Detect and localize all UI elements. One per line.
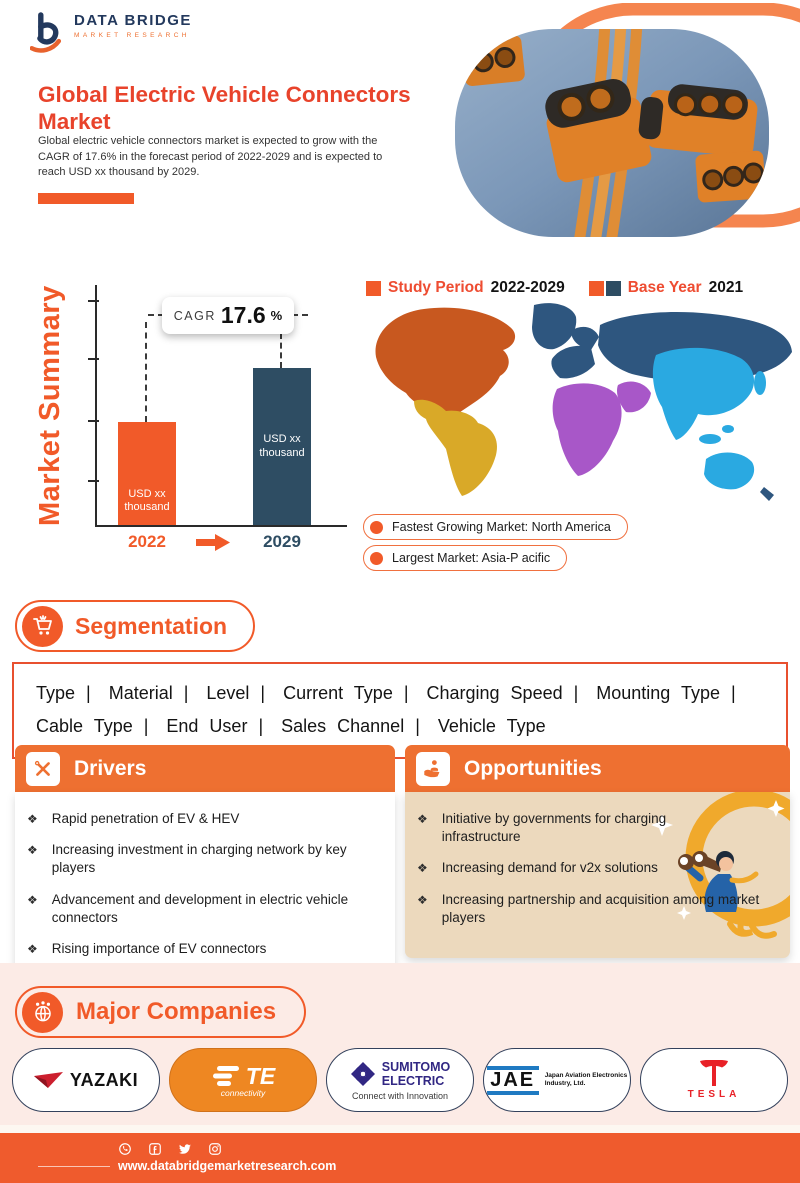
y-axis-tick (88, 420, 99, 422)
study-period-label: Study Period (388, 279, 484, 296)
driver-item (27, 841, 381, 877)
map-region-asia (653, 348, 754, 440)
bullet-icon: ❖ (417, 892, 428, 907)
map-region-new-zealand (760, 487, 774, 501)
major-companies-header (15, 986, 306, 1038)
bullet-icon: ❖ (27, 892, 38, 907)
opportunities-card (405, 745, 790, 958)
logo-brand-text: DATA BRIDGE (74, 12, 192, 29)
segmentation-items: Type | Material | Level | Current Type | Charging Speed | Mounting Type | Cable Type | End User | Sales Channel | Vehicle Type (12, 662, 788, 759)
opportunity-item-text: Increasing demand for v2x solutions (441, 860, 658, 876)
driver-item (27, 940, 381, 958)
instagram-icon[interactable] (208, 1142, 222, 1156)
te-name: TE (245, 1062, 276, 1089)
y-axis-tick (88, 358, 99, 360)
footer-website-url[interactable]: www.databridgemarketresearch.com (118, 1159, 337, 1173)
company-logo-yazaki[interactable] (12, 1048, 160, 1112)
map-region-south-america (414, 400, 497, 496)
map-region-north-america (375, 308, 515, 419)
driver-item-text: Rapid penetration of EV & HEV (51, 811, 240, 826)
company-logo-jae[interactable] (483, 1048, 631, 1112)
jae-subtitle-line2: Industry, Ltd. (544, 1080, 586, 1087)
sumitomo-name-line2: ELECTRIC (381, 1073, 445, 1088)
study-period-value: 2022-2029 (490, 279, 565, 296)
base-year-swatch-orange (589, 281, 604, 296)
drivers-list (15, 792, 395, 974)
cart-icon (22, 606, 63, 647)
opportunity-item (417, 859, 776, 877)
opportunities-header (405, 745, 790, 792)
badge-dot-icon (370, 521, 383, 534)
tools-icon (26, 752, 60, 786)
segmentation-header (15, 600, 255, 652)
driver-item (27, 810, 381, 828)
map-region-japan (754, 371, 766, 395)
bullet-icon: ❖ (27, 843, 38, 858)
section-divider (0, 1125, 800, 1133)
chart-legend (366, 279, 743, 297)
whatsapp-icon[interactable] (118, 1142, 132, 1156)
globe-people-icon (22, 992, 63, 1033)
driver-item-text: Rising importance of EV connectors (51, 941, 267, 957)
x-label-2022: 2022 (128, 532, 166, 551)
driver-item-text: Increasing investment in charging network by key players (51, 842, 347, 876)
chart-x-axis (95, 525, 347, 527)
jae-name: JAE (490, 1068, 536, 1091)
footer-divider-line (38, 1166, 110, 1167)
fastest-growing-market-text: Fastest Growing Market: North America (392, 520, 611, 534)
company-logo-sumitomo-electric[interactable] (326, 1048, 474, 1112)
social-links (118, 1142, 222, 1156)
map-region-greenland (532, 303, 576, 349)
opportunities-list (405, 792, 790, 958)
page-description: Global electric vehicle connectors market is expected to grow with the CAGR of 17.6% in the forecast period of 2022-2029 and is expected to reach USD xx thousand by 2029. (38, 135, 383, 179)
cagr-value: 17.6 (220, 302, 266, 328)
map-region-philippines (722, 425, 734, 433)
drivers-title: Drivers (74, 756, 147, 780)
y-axis-tick (88, 480, 99, 482)
bullet-icon: ❖ (417, 861, 428, 876)
world-map (362, 297, 798, 511)
sumitomo-diamond-icon (350, 1061, 376, 1087)
chart-y-axis (95, 285, 97, 527)
base-year-label: Base Year (627, 279, 702, 296)
company-logos-row (12, 1048, 788, 1112)
bar-2029: USD xx thousand (253, 368, 311, 525)
te-tagline: connectivity (220, 1087, 266, 1098)
tesla-t-icon (699, 1060, 729, 1086)
yazaki-name: YAZAKI (69, 1069, 139, 1090)
company-logo-te-connectivity[interactable] (169, 1048, 317, 1112)
x-label-2029: 2029 (263, 532, 301, 551)
year-arrow-icon (196, 534, 232, 556)
fastest-growing-market-badge (363, 514, 628, 540)
map-region-africa (553, 383, 622, 476)
drivers-card (15, 745, 395, 974)
jae-subtitle-line1: Japan Aviation Electronics (544, 1071, 628, 1079)
sumitomo-tagline: Connect with Innovation (351, 1090, 449, 1101)
map-region-europe (551, 346, 595, 378)
bullet-icon: ❖ (27, 812, 38, 826)
map-region-middle-east (617, 382, 651, 413)
hand-person-icon (416, 752, 450, 786)
legend-base-year (589, 279, 743, 297)
cagr-label: CAGR (173, 308, 216, 323)
bullet-icon: ❖ (27, 942, 38, 957)
company-logo-tesla[interactable] (640, 1048, 788, 1112)
page-title: Global Electric Vehicle Connectors Market (38, 82, 411, 134)
largest-market-badge (363, 545, 567, 571)
opportunity-item-text: Increasing partnership and acquisition among market players (441, 891, 760, 925)
opportunities-title: Opportunities (464, 756, 602, 780)
jae-bottom-bar (487, 1091, 539, 1095)
driver-item-text: Advancement and development in electric vehicle connectors (51, 891, 349, 925)
cagr-callout (162, 297, 294, 334)
bullet-icon: ❖ (417, 812, 428, 826)
data-bridge-logo-icon (30, 12, 66, 59)
drivers-header (15, 745, 395, 792)
market-summary-title: Market Summary (34, 285, 66, 527)
twitter-icon[interactable] (178, 1142, 192, 1156)
cagr-percent-sign: % (270, 308, 283, 323)
base-year-swatch-navy (606, 281, 621, 296)
yazaki-arrow-icon (34, 1072, 64, 1089)
opportunity-item (417, 891, 776, 927)
footer (0, 1133, 800, 1183)
bar-2022: USD xx thousand (118, 422, 176, 525)
cagr-dashed-line-left (145, 322, 147, 422)
legend-study-period (366, 279, 565, 297)
largest-market-text: Largest Market: Asia-P acific (392, 551, 551, 565)
y-axis-tick (88, 300, 99, 302)
facebook-icon[interactable] (148, 1142, 162, 1156)
base-year-value: 2021 (708, 279, 744, 296)
segmentation-title: Segmentation (75, 612, 228, 639)
title-underline-bar (38, 193, 134, 204)
study-period-swatch (366, 281, 381, 296)
opportunity-item (417, 810, 776, 846)
ev-connectors-photo (455, 3, 800, 241)
data-bridge-logo (30, 12, 192, 59)
opportunity-item-text: Initiative by governments for charging infrastructure (441, 811, 667, 845)
logo-tagline-text: MARKET RESEARCH (74, 32, 190, 39)
badge-dot-icon (370, 552, 383, 565)
map-region-indonesia (699, 434, 721, 444)
te-bars-icon (211, 1065, 241, 1087)
major-companies-title: Major Companies (76, 998, 277, 1025)
driver-item (27, 891, 381, 927)
tesla-name: TESLA (687, 1089, 741, 1100)
sumitomo-name-line1: SUMITOMO (381, 1059, 451, 1074)
map-region-australia (704, 453, 754, 490)
cagr-dash-right (292, 314, 308, 316)
